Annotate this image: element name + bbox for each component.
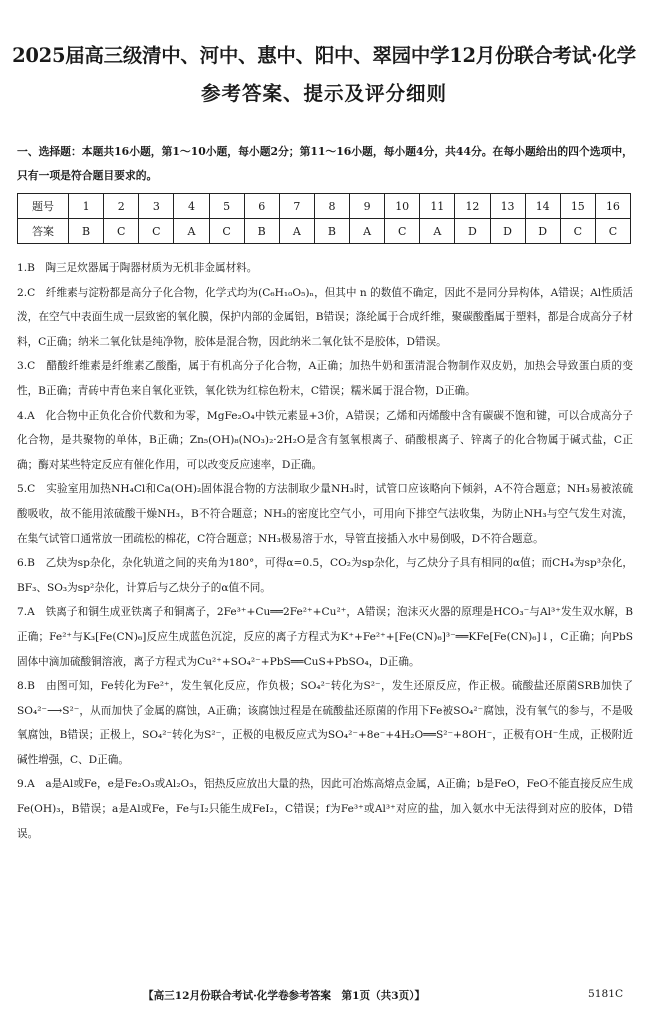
answer-cell: C (385, 219, 420, 244)
answer-cell: D (490, 219, 525, 244)
question-number-cell: 3 (139, 194, 174, 219)
question-number-cell: 12 (455, 194, 490, 219)
answer-cell: C (104, 219, 139, 244)
answer-cell: B (244, 219, 279, 244)
explanation-q2: 2.C 纤维素与淀粉都是高分子化合物，化学式均为(C₆H₁₀O₅)ₙ，但其中 n 的数值不确定，因此不是同分异构体，A错误；Al性质活泼，在空气中表面生成一层致密的氧化膜，保护内部的金属铝，B错误；涤纶属于合成纤维，聚碳酸酯属于塑料，都是合成高分子材料，C正确；纳米二氧化钛是纯净物，胶体是混合物，因此纳米二氧化钛不是胶体，D错误。 (17, 286, 633, 348)
answer-table (17, 193, 631, 244)
question-number-cell: 2 (104, 194, 139, 219)
answer-row-label: 答案 (18, 219, 69, 244)
footer-page-info: 【高三12月份联合考试·化学卷参考答案 第1页（共3页）】 (143, 990, 426, 1002)
question-number-cell: 11 (420, 194, 455, 219)
question-number-cell: 4 (174, 194, 209, 219)
document-title: 2025届高三级清中、河中、惠中、阳中、翠园中学12月份联合考试·化学 (12, 44, 636, 67)
answer-cell: B (314, 219, 349, 244)
question-number-cell: 13 (490, 194, 525, 219)
question-number-cell: 7 (279, 194, 314, 219)
question-number-cell: 10 (385, 194, 420, 219)
question-number-cell: 5 (209, 194, 244, 219)
answer-cell: D (525, 219, 560, 244)
answer-cell: A (420, 219, 455, 244)
question-number-cell: 15 (560, 194, 595, 219)
answer-cell: C (560, 219, 595, 244)
explanation-q4: 4.A 化合物中正负化合价代数和为零，MgFe₂O₄中铁元素显+3价，A错误；乙烯和丙烯酸中含有碳碳不饱和键，可以合成高分子化合物，是共聚物的单体，B正确；Zn₅(OH)₈(NO₃)₂·2H₂O是含有氢氧根离子、硝酸根离子、锌离子的化合物属于碱式盐，C正确；酶对某些特定反应有催化作用，可以改变反应速率，D正确。 (17, 409, 633, 471)
question-number-cell: 16 (595, 194, 630, 219)
explanation-q1: 1.B 陶三足炊器属于陶器材质为无机非金属材料。 (17, 262, 258, 274)
explanation-q5: 5.C 实验室用加热NH₄Cl和Ca(OH)₂固体混合物的方法制取少量NH₃时，试管口应该略向下倾斜，A不符合题意；NH₃易被浓硫酸吸收，故不能用浓硫酸干燥NH₃，B不符合题意；NH₃的密度比空气小，可用向下排空气法收集，为防止NH₃与空气发生对流，在集气试管口通常放一团疏松的棉花，C符合题意；NH₃极易溶于水，导管直接插入水中易倒吸，D不符合题意。 (17, 483, 633, 545)
question-number-cell: 6 (244, 194, 279, 219)
explanation-q8: 8.B 由图可知，Fe转化为Fe²⁺，发生氧化反应，作负极；SO₄²⁻转化为S²⁻，发生还原反应，作正极。硫酸盐还原菌SRB加快了SO₄²⁻⟶S²⁻，从而加快了金属的腐蚀，A正确；该腐蚀过程是在硫酸盐还原菌的作用下Fe被SO₄²⁻腐蚀，没有氧气的参与，不是吸氧腐蚀，B错误；正极上，SO₄²⁻转化为S²⁻，正极的电极反应式为SO₄²⁻+8e⁻+4H₂O══S²⁻+8OH⁻，正极有OH⁻生成，正极附近碱性增强，C、D正确。 (17, 680, 633, 766)
document-subtitle: 参考答案、提示及评分细则 (200, 82, 447, 105)
question-explanations (17, 256, 633, 846)
answer-cell: A (350, 219, 385, 244)
question-number-cell: 14 (525, 194, 560, 219)
answer-cell: A (174, 219, 209, 244)
explanation-q6: 6.B 乙炔为sp杂化，杂化轨道之间的夹角为180°，可得α=0.5，CO₂为sp杂化，与乙炔分子具有相同的α值；而CH₄为sp³杂化，BF₃、SO₃为sp²杂化，计算后与乙炔分子的α值不同。 (17, 557, 633, 594)
explanation-q3: 3.C 醋酸纤维素是纤维素乙酸酯，属于有机高分子化合物，A正确；加热牛奶和蛋清混合物制作双皮奶，加热会导致蛋白质的变性，B正确；青砖中青色来自氧化亚铁，氧化铁为红棕色粉末，C错误；糯米属于混合物，D正确。 (17, 360, 633, 397)
question-number-cell: 1 (69, 194, 104, 219)
answer-cell: C (209, 219, 244, 244)
explanation-q7: 7.A 铁离子和铜生成亚铁离子和铜离子，2Fe³⁺+Cu══2Fe²⁺+Cu²⁺，A错误；泡沫灭火器的原理是HCO₃⁻与Al³⁺发生双水解，B正确；Fe²⁺与K₃[Fe(CN)₆]反应生成蓝色沉淀，反应的离子方程式为K⁺+Fe²⁺+[Fe(CN)₆]³⁻══KFe[Fe(CN)₆]↓，C正确；向PbS固体中滴加硫酸铜溶液，离子方程式为Cu²⁺+SO₄²⁻+PbS══CuS+PbSO₄，D正确。 (17, 606, 633, 668)
answer-cell: A (279, 219, 314, 244)
question-number-cell: 9 (350, 194, 385, 219)
answer-table-number-row (18, 194, 631, 219)
explanation-q9: 9.A a是Al或Fe，e是Fe₂O₃或Al₂O₃，铝热反应放出大量的热，因此可冶炼高熔点金属，A正确；b是FeO，FeO不能直接反应生成Fe(OH)₃，B错误；a是Al或Fe，Fe与I₂只能生成FeI₂，C错误；f为Fe³⁺或Al³⁺对应的盐，加入氨水中无法得到对应的胶体，D错误。 (17, 778, 633, 840)
answer-cell: C (595, 219, 630, 244)
answer-cell: C (139, 219, 174, 244)
section-intro: 一、选择题：本题共16小题，第1～10小题，每小题2分；第11～16小题，每小题4分，共44分。在每小题给出的四个选项中，只有一项是符合题目要求的。 (17, 145, 633, 182)
number-row-label: 题号 (18, 194, 69, 219)
question-number-cell: 8 (314, 194, 349, 219)
answer-table-answer-row (18, 219, 631, 244)
answer-cell: B (69, 219, 104, 244)
footer-exam-code: 5181C (588, 988, 624, 1000)
answer-cell: D (455, 219, 490, 244)
